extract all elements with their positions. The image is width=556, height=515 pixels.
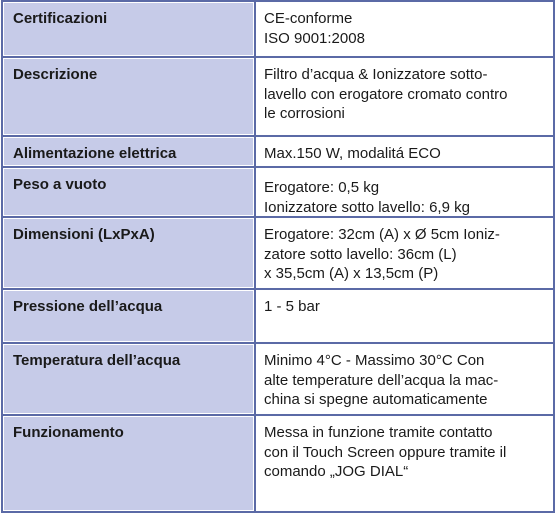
value-line: ISO 9001:2008 (264, 29, 365, 47)
value-line: Filtro d’acqua & Ionizzatore sotto- (264, 66, 488, 83)
value-line: le corrosioni (264, 105, 345, 122)
value-line: CE-conforme (264, 10, 353, 27)
table-row-temperatura-acqua (3, 344, 553, 414)
value-line: Max.150 W, modalitá ECO (264, 145, 441, 162)
value-line: lavello con erogatore cromato contro (264, 85, 508, 103)
row-label: Peso a vuoto (3, 168, 254, 216)
table-row-peso-a-vuoto (3, 168, 553, 216)
value-line: Messa in funzione tramite contatto (264, 424, 493, 441)
row-value (256, 2, 553, 56)
value-line: Erogatore: 32cm (A) x Ø 5cm Ioniz- (264, 226, 500, 243)
specifications-table (1, 0, 555, 513)
table-row-pressione-acqua (3, 290, 553, 342)
table-row-dimensioni (3, 218, 553, 288)
value-line: alte temperature dell’acqua la mac- (264, 371, 499, 389)
value-line: 1 - 5 bar (264, 298, 320, 315)
row-label: Certificazioni (3, 2, 254, 56)
row-label: Pressione dell’acqua (3, 290, 254, 342)
value-line: comando „JOG DIAL“ (264, 463, 409, 480)
value-line: con il Touch Screen oppure tramite il (264, 443, 507, 461)
row-value (256, 344, 553, 414)
value-line: Minimo 4°C - Massimo 30°C Con (264, 352, 485, 369)
row-label: Temperatura dell’acqua (3, 344, 254, 414)
table-row-descrizione (3, 58, 553, 135)
value-line: Ionizzatore sotto lavello: 6,9 kg (264, 198, 470, 216)
table-row-certificazioni (3, 2, 553, 56)
row-value (256, 168, 553, 216)
row-label: Dimensioni (LxPxA) (3, 218, 254, 288)
row-value (256, 137, 553, 166)
row-label: Alimentazione elettrica (3, 137, 254, 166)
value-line: china si spegne automaticamente (264, 391, 488, 408)
row-label: Funzionamento (3, 416, 254, 511)
row-value (256, 416, 553, 511)
table-row-funzionamento (3, 416, 553, 511)
value-line: x 35,5cm (A) x 13,5cm (P) (264, 265, 439, 282)
row-label: Descrizione (3, 58, 254, 135)
value-line: Erogatore: 0,5 kg (264, 179, 380, 196)
row-value (256, 218, 553, 288)
row-value (256, 290, 553, 342)
row-value (256, 58, 553, 135)
value-line: zatore sotto lavello: 36cm (L) (264, 245, 457, 263)
table-row-alimentazione-elettrica (3, 137, 553, 166)
